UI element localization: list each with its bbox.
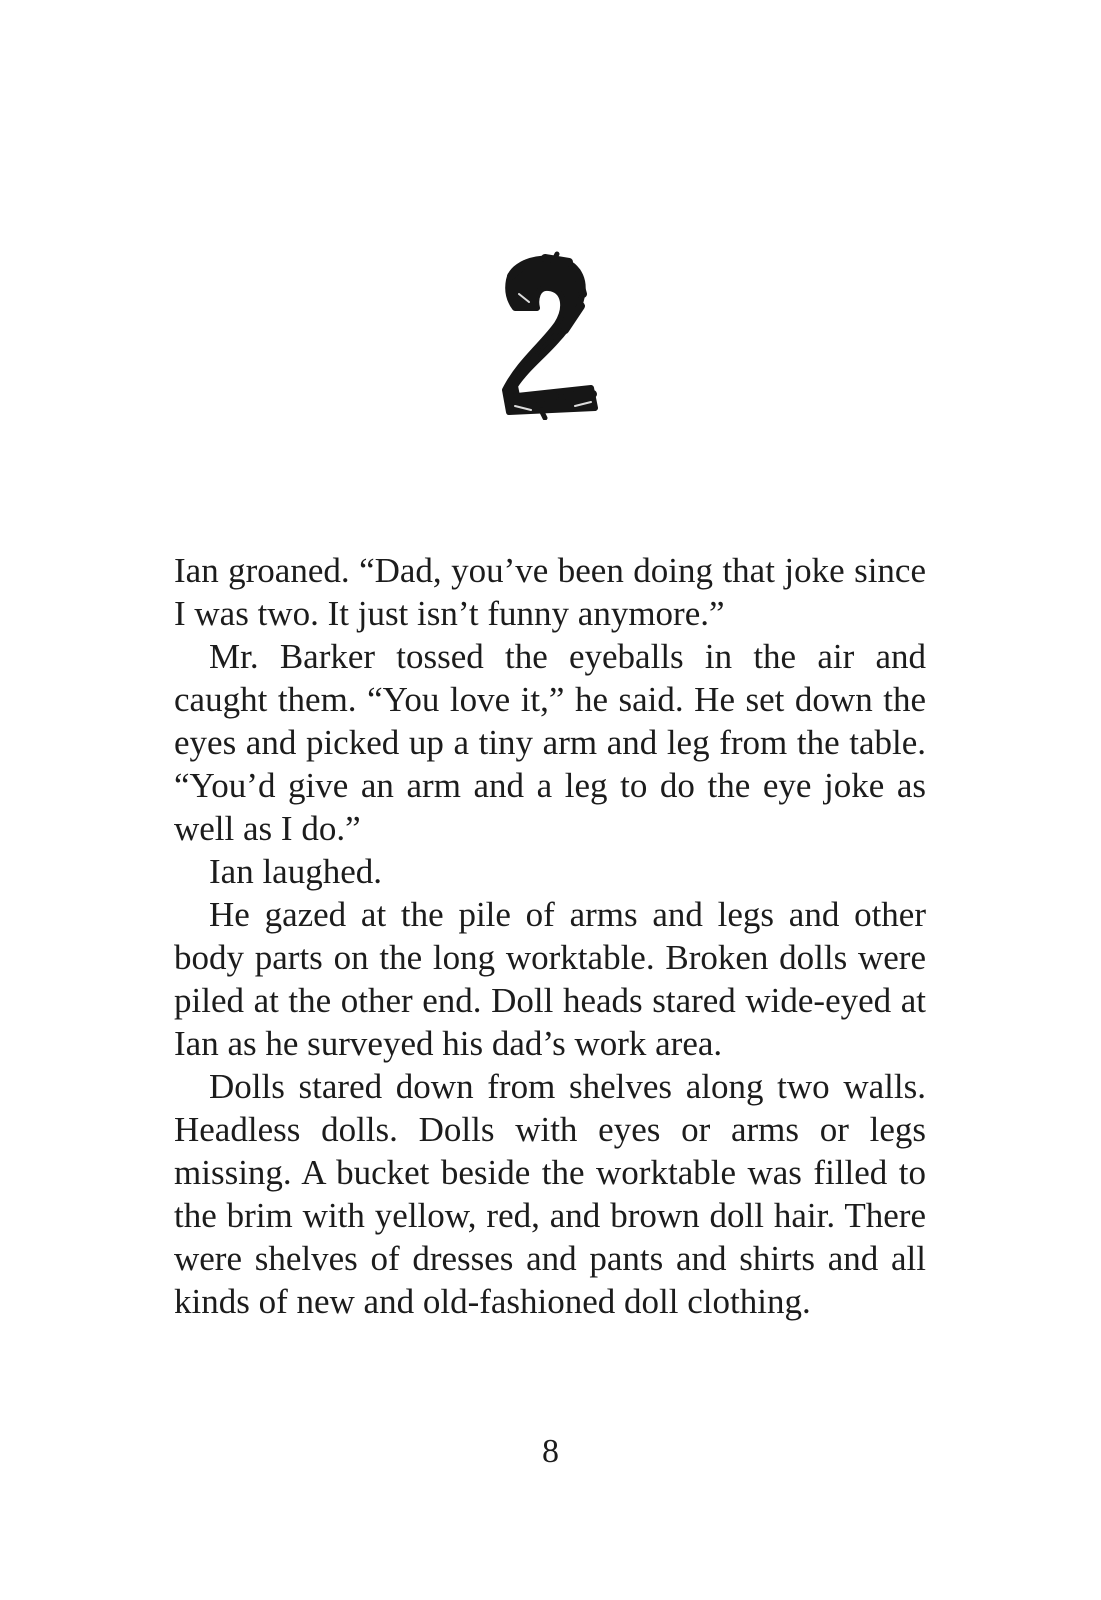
paragraph: Ian laughed. xyxy=(209,852,382,891)
body-text xyxy=(174,549,926,1323)
paragraph: Ian groaned. “Dad, you’ve been doing that joke since I was two. It just isn’t funny anymore.” xyxy=(174,551,926,633)
page-number: 8 xyxy=(542,1433,559,1470)
chapter-number-glyph xyxy=(495,250,605,420)
paragraph: Dolls stared down from shelves along two walls. Headless dolls. Dolls with eyes or arms or legs missing. A bucket beside the worktable was filled to the brim with yellow, red, and brown doll hair. There were shelves of dresses and pants and shirts and all kinds of new and old-fashioned doll clothing. xyxy=(174,1067,926,1321)
paragraph: He gazed at the pile of arms and legs and other body parts on the long worktable. Broken dolls were piled at the other end. Doll heads stared wide-eyed at Ian as he surveyed his dad’s work area. xyxy=(174,895,926,1063)
chapter-number xyxy=(495,250,605,420)
paragraph: Mr. Barker tossed the eyeballs in the air and caught them. “You love it,” he said. He set down the eyes and picked up a tiny arm and leg from the table. “You’d give an arm and a leg to do the eye joke as well as I do.” xyxy=(174,637,926,848)
